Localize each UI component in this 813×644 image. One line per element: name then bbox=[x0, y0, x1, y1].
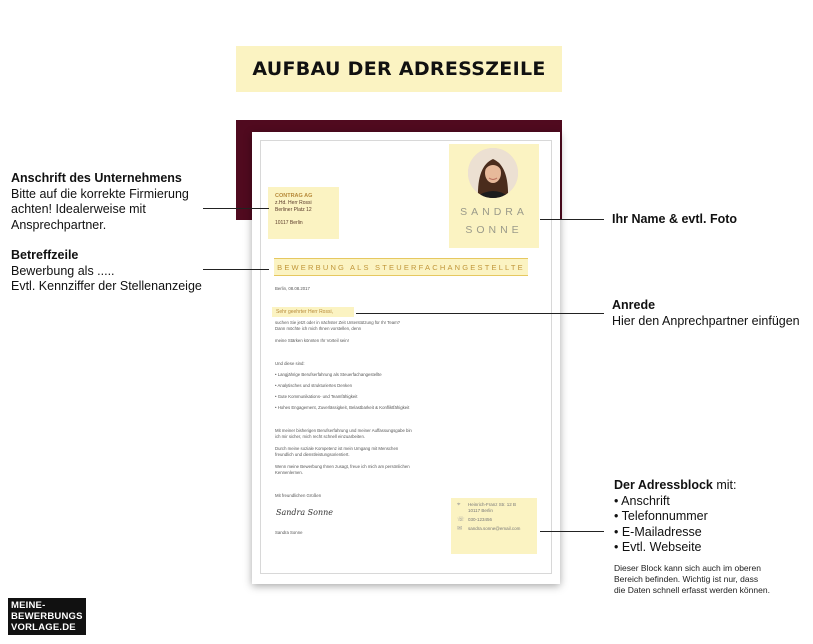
company-name: CONTRAG AG bbox=[275, 193, 313, 199]
connector-subject bbox=[203, 269, 269, 270]
annotation-salutation-line: Hier den Anprechpartner einfügen bbox=[612, 313, 800, 328]
annotation-company-line: Ansprechpartner. bbox=[11, 217, 107, 232]
body-line: Dann möchte ich mich Ihnen vorstellen, denn bbox=[275, 326, 361, 331]
annotation-subject-line: Bewerbung als ..... bbox=[11, 263, 115, 278]
signature: Sandra Sonne bbox=[276, 508, 333, 517]
annotation-address-item: • E-Mailadresse bbox=[614, 524, 702, 539]
body-line: Mit meiner bisherigen Berufserfahrung und meiner Auffassungsgabe bin bbox=[275, 428, 412, 433]
annotation-address-item: • Telefonnummer bbox=[614, 509, 708, 523]
note-line: Bereich befinden. Wichtig ist nur, dass bbox=[614, 574, 759, 584]
annotation-company-title: Anschrift des Unternehmens bbox=[11, 171, 182, 185]
page-title: AUFBAU DER ADRESSZEILE bbox=[252, 58, 546, 80]
address-phone: 030-123456 bbox=[468, 517, 493, 522]
body-line: ich mir sicher, mich recht schnell einzuarbeiten. bbox=[275, 434, 366, 439]
letter-salutation: Sehr geehrter Herr Rossi, bbox=[272, 307, 354, 317]
company-line: 10117 Berlin bbox=[275, 220, 303, 226]
annotation-name-title: Ihr Name & evtl. Foto bbox=[612, 212, 738, 226]
company-address-block bbox=[268, 187, 339, 239]
body-line: • Langjährige Berufserfahrung als Steuerfachangestellte bbox=[275, 372, 382, 377]
note-line: Dieser Block kann sich auch im oberen bbox=[614, 563, 761, 573]
annotation-subject bbox=[11, 248, 202, 295]
title-banner bbox=[236, 46, 562, 92]
body-line: Kennenlernen. bbox=[275, 470, 303, 475]
letter-date: Berlin, 08.08.2017 bbox=[275, 286, 310, 291]
annotation-company-line: achten! Idealerweise mit bbox=[11, 202, 146, 216]
annotation-address-suffix: mit: bbox=[712, 478, 737, 492]
logo-line: VORLAGE.DE bbox=[11, 622, 76, 633]
annotation-address-item: • Anschrift bbox=[614, 493, 670, 508]
address-city: 10117 Berlin bbox=[468, 508, 493, 513]
subject-line: BEWERBUNG ALS STEUERFACHANGESTELLTE bbox=[274, 258, 528, 276]
annotation-subject-title: Betreffzeile bbox=[11, 248, 79, 262]
body-line: suchen Sie jetzt oder in nächster Zeit Unterstützung für Ihr Team? bbox=[275, 320, 401, 325]
annotation-address bbox=[614, 478, 737, 556]
body-line: • Gute Kommunikations- und Teamfähigkeit bbox=[275, 394, 358, 399]
body-line: meine Stärken könnten Ihr Vorteil sein! bbox=[275, 338, 349, 343]
body-line: Durch meine soziale Kompetenz ist mein Umgang mit Menschen bbox=[275, 446, 399, 451]
name-first: SANDRA bbox=[460, 206, 528, 218]
annotation-address-note bbox=[614, 563, 770, 596]
body-line: • Hohes Engagement, Zuverlässigkeit, Belastbarkeit & Konfliktfähigkeit bbox=[275, 405, 410, 410]
annotation-address-title: Der Adressblock bbox=[614, 478, 713, 492]
letter-page bbox=[252, 132, 560, 584]
phone-icon: ☏ bbox=[457, 517, 465, 523]
connector-salutation bbox=[356, 313, 604, 314]
company-line: z.Hd. Herr Rossi bbox=[275, 200, 312, 206]
closing: Mit freundlichen Grüßen bbox=[275, 493, 322, 498]
address-street: Heinrich-Franz Str. 12 B bbox=[468, 502, 517, 507]
annotation-company bbox=[11, 171, 189, 233]
annotation-name bbox=[612, 212, 737, 228]
logo-line: BEWERBUNGS bbox=[11, 611, 83, 622]
annotation-subject-line: Evtl. Kennziffer der Stellenanzeige bbox=[11, 279, 202, 293]
sender-address-block bbox=[451, 498, 537, 554]
body-line: • Analytisches und strukturiertes Denken bbox=[275, 383, 352, 388]
connector-company bbox=[203, 208, 269, 209]
annotation-salutation bbox=[612, 298, 800, 329]
annotation-salutation-title: Anrede bbox=[612, 298, 656, 312]
address-email: sandra.sonne@email.com bbox=[468, 526, 521, 531]
connector-address bbox=[540, 531, 604, 532]
mail-icon: ✉ bbox=[457, 526, 463, 532]
body-line: freundlich und dienstleistungsorientiert. bbox=[275, 452, 350, 457]
signer-name: Sandra Sonne bbox=[275, 530, 303, 535]
note-line: die Daten schnell erfasst werden können. bbox=[614, 585, 770, 595]
annotation-address-item: • Evtl. Webseite bbox=[614, 540, 702, 554]
body-line: Wenn meine Bewerbung Ihnen zusagt, freue ich mich am persönlichen bbox=[275, 464, 410, 469]
name-photo-block bbox=[449, 144, 539, 248]
connector-name bbox=[540, 219, 604, 220]
logo-line: MEINE- bbox=[11, 600, 46, 611]
body-line: Und diese sind: bbox=[275, 361, 305, 366]
portrait-photo bbox=[468, 148, 518, 198]
annotation-company-line: Bitte auf die korrekte Firmierung bbox=[11, 186, 189, 201]
location-pin-icon: ⌖ bbox=[457, 502, 461, 508]
company-line: Berliner Platz 12 bbox=[275, 207, 312, 213]
name-last: SONNE bbox=[465, 224, 523, 236]
brand-logo bbox=[8, 598, 86, 635]
